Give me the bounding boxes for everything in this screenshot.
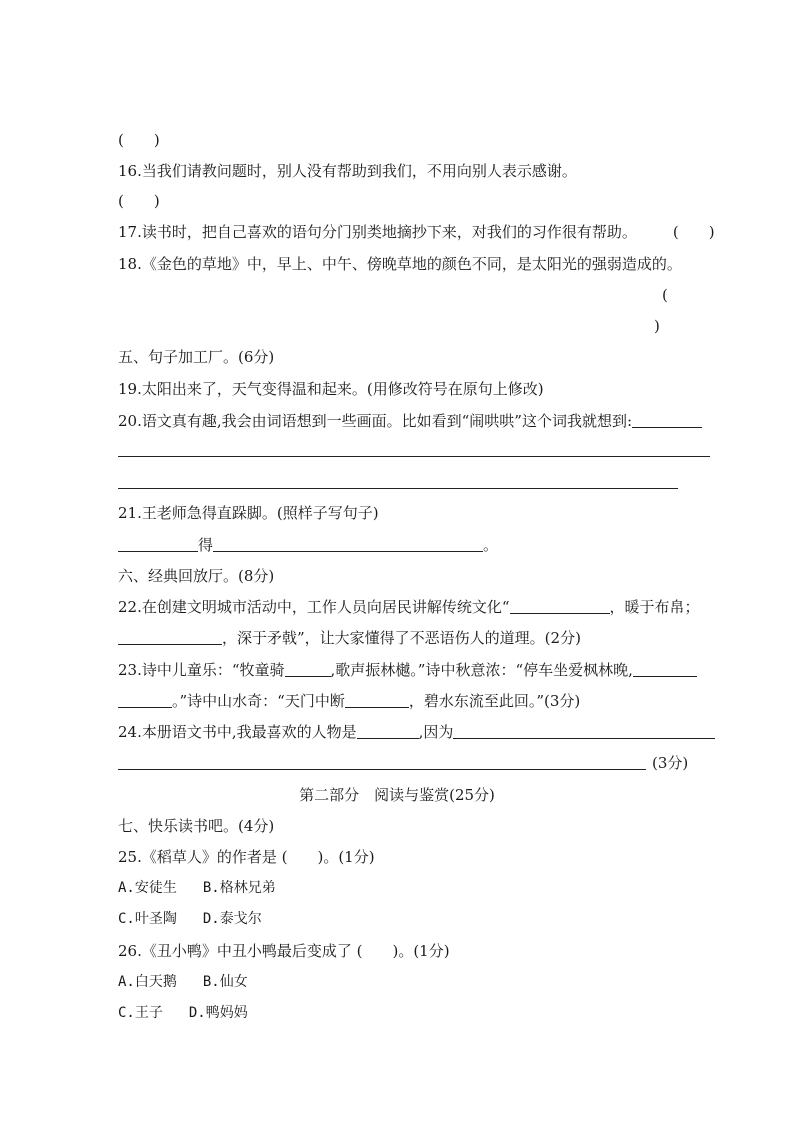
q24-points: (3分) <box>652 754 689 772</box>
q15-answer-paren <box>118 128 718 152</box>
answer-paren[interactable]: ( ) <box>672 223 715 241</box>
question-22-cont <box>118 626 718 650</box>
q18-paren-close[interactable]: ) <box>654 317 660 335</box>
answer-blank[interactable] <box>357 722 419 739</box>
question-19: 19.太阳出来了，天气变得温和起来。(用修改符号在原句上修改) <box>118 380 544 398</box>
answer-paren[interactable]: ( ) <box>118 192 160 210</box>
q22-text-c: ，深于矛戟”，让大家懂得了不恶语伤人的道理。(2分) <box>222 629 581 647</box>
q25-options-row-1 <box>118 876 718 900</box>
question-16: 16.当我们请教问题时，别人没有帮助到我们，不用向别人表示感谢。 <box>118 162 577 180</box>
question-20 <box>118 409 718 433</box>
question-21: 21.王老师急得直跺脚。(照样子写句子) <box>118 504 379 522</box>
option-c[interactable]: C.叶圣陶 <box>118 911 177 927</box>
q24-text-a: 24.本册语文书中,我最喜欢的人物是 <box>118 723 357 741</box>
answer-blank[interactable] <box>118 691 172 708</box>
option-a[interactable]: A.安徒生 <box>118 880 177 896</box>
q24-text-b: ,因为 <box>418 723 454 741</box>
answer-blank[interactable] <box>453 722 715 739</box>
answer-blank[interactable] <box>345 691 409 708</box>
question-18: 18.《金色的草地》中，早上、中午、傍晚草地的颜色不同，是太阳光的强弱造成的。 <box>118 255 682 273</box>
q18-paren-open[interactable]: ( <box>662 286 668 304</box>
answer-blank[interactable] <box>285 660 331 677</box>
answer-line[interactable] <box>118 456 710 457</box>
q26-options-row-1 <box>118 970 718 994</box>
question-20-text: 20.语文真有趣,我会由词语想到一些画面。比如看到“闹哄哄”这个词我就想到: <box>118 412 633 430</box>
answer-paren[interactable]: ( ) <box>118 131 160 149</box>
section-7-heading: 七、快乐读书吧。(4分) <box>118 817 275 835</box>
answer-blank[interactable] <box>633 660 697 677</box>
answer-blank[interactable] <box>118 535 198 552</box>
part-2-heading: 第二部分 阅读与鉴赏(25分) <box>299 786 495 804</box>
answer-line[interactable] <box>118 488 678 489</box>
q26-options-row-2 <box>118 1001 718 1025</box>
question-26: 26.《丑小鸭》中丑小鸭最后变成了 ( )。(1分) <box>118 942 450 960</box>
q25-options-row-2 <box>118 907 718 931</box>
q21-answer-row <box>118 533 718 557</box>
q21-de: 得 <box>198 536 214 554</box>
question-25: 25.《稻草人》的作者是 ( )。(1分) <box>118 848 375 866</box>
q16-answer-paren <box>118 189 718 213</box>
q23-text-b: ,歌声振林樾。”诗中秋意浓：“停车坐爱枫林晚, <box>330 661 633 679</box>
answer-line[interactable] <box>118 769 646 770</box>
question-17-text: 17.读书时，把自己喜欢的语句分门别类地摘抄下来，对我们的习作很有帮助。 <box>118 223 637 241</box>
answer-blank[interactable] <box>118 628 222 645</box>
question-23-cont <box>118 689 718 713</box>
answer-blank[interactable] <box>632 411 702 428</box>
q21-period: 。 <box>483 536 499 554</box>
q23-text-c: 。”诗中山水奇：“天门中断 <box>172 692 345 710</box>
option-b[interactable]: B.仙女 <box>202 974 248 990</box>
q22-text-b: ，暖于布帛； <box>609 598 700 616</box>
option-d[interactable]: D.鸭妈妈 <box>188 1005 248 1021</box>
question-22 <box>118 595 718 619</box>
answer-blank[interactable] <box>213 535 483 552</box>
question-24 <box>118 720 718 744</box>
q23-text-d: ，碧水东流至此回。”(3分) <box>408 692 581 710</box>
section-5-heading: 五、句子加工厂。(6分) <box>118 348 275 366</box>
q22-text-a: 22.在创建文明城市活动中，工作人员向居民讲解传统文化“ <box>118 598 510 616</box>
answer-blank[interactable] <box>510 597 610 614</box>
question-17 <box>118 220 718 244</box>
q23-text-a: 23.诗中儿童乐：“牧童骑 <box>118 661 285 679</box>
option-d[interactable]: D.泰戈尔 <box>202 911 262 927</box>
question-23 <box>118 658 718 682</box>
option-a[interactable]: A.白天鹅 <box>118 974 177 990</box>
option-c[interactable]: C.王子 <box>118 1005 163 1021</box>
section-6-heading: 六、经典回放厅。(8分) <box>118 567 275 585</box>
option-b[interactable]: B.格林兄弟 <box>202 880 276 896</box>
